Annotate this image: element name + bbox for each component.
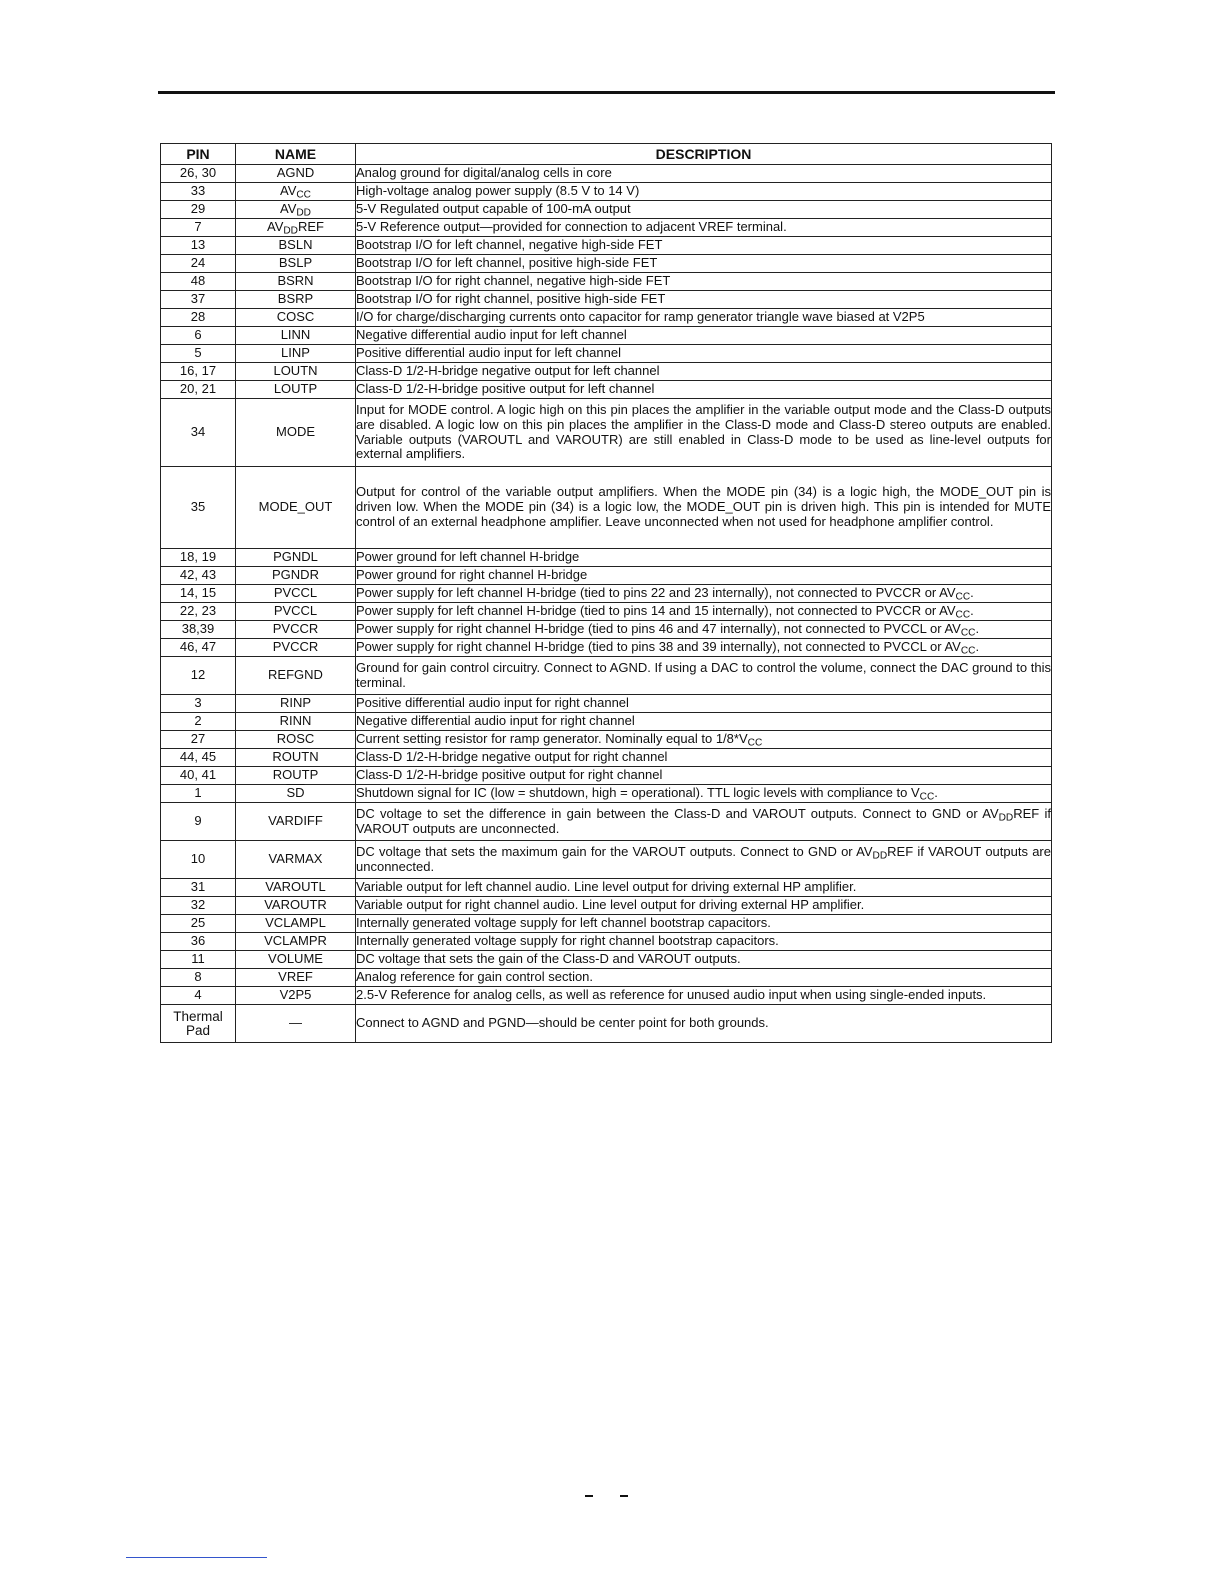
pin-number: 13: [161, 237, 236, 255]
table-row: [161, 969, 1052, 987]
table-row: [161, 327, 1052, 345]
pin-description: Analog ground for digital/analog cells in core: [356, 165, 1052, 183]
pin-name: ROSC: [236, 731, 356, 749]
pin-number: 2: [161, 713, 236, 731]
pin-name: RINP: [236, 695, 356, 713]
table-row: [161, 567, 1052, 585]
table-row: [161, 165, 1052, 183]
table-row: [161, 841, 1052, 879]
table-row: [161, 381, 1052, 399]
pin-description-main: DC voltage to set the difference in gain between the Class-D and VAROUT outputs. Connect to GND or AV: [356, 805, 999, 821]
pin-name: [236, 219, 356, 237]
pin-description-tail: .: [970, 603, 974, 619]
pin-name-tail: REF: [298, 219, 324, 235]
pin-description: Internally generated voltage supply for left channel bootstrap capacitors.: [356, 915, 1052, 933]
pin-number: Thermal Pad: [161, 1005, 236, 1043]
table-row: [161, 237, 1052, 255]
pin-description-subscript: CC: [919, 791, 935, 803]
table-row: [161, 879, 1052, 897]
pin-description: Variable output for left channel audio. Line level output for driving external HP amplifier.: [356, 879, 1052, 897]
pin-name: MODE_OUT: [236, 467, 356, 549]
pin-name-subscript: DD: [296, 207, 311, 219]
pin-description-main: Power supply for right channel H-bridge (tied to pins 38 and 39 internally), not connected to PVCCL or AV: [356, 639, 961, 655]
pin-description: Class-D 1/2-H-bridge positive output for left channel: [356, 381, 1052, 399]
pin-number: 3: [161, 695, 236, 713]
pin-description-main: Shutdown signal for IC (low = shutdown, high = operational). TTL logic levels with compliance to V: [356, 785, 920, 801]
pin-name: PVCCL: [236, 603, 356, 621]
table-row: [161, 713, 1052, 731]
pin-number: 9: [161, 803, 236, 841]
pin-number: 8: [161, 969, 236, 987]
table-row: [161, 345, 1052, 363]
table-row: [161, 639, 1052, 657]
pin-name: PGNDR: [236, 567, 356, 585]
pin-number: 25: [161, 915, 236, 933]
pin-name: BSLP: [236, 255, 356, 273]
pin-name: LINN: [236, 327, 356, 345]
pin-functions-table: [160, 143, 1052, 1043]
pin-description: Class-D 1/2-H-bridge negative output for left channel: [356, 363, 1052, 381]
pin-number: 28: [161, 309, 236, 327]
pin-description: [356, 803, 1052, 841]
name-column-header: NAME: [236, 144, 356, 165]
table-row: [161, 255, 1052, 273]
pin-number: 46, 47: [161, 639, 236, 657]
table-row: [161, 767, 1052, 785]
table-row: [161, 183, 1052, 201]
pin-number: 1: [161, 785, 236, 803]
pin-description-tail: .: [975, 621, 980, 637]
pin-description: [356, 785, 1052, 803]
table-row: [161, 695, 1052, 713]
table-row: [161, 291, 1052, 309]
table-row: [161, 549, 1052, 567]
pin-description: Bootstrap I/O for right channel, positive high-side FET: [356, 291, 1052, 309]
pin-number: 37: [161, 291, 236, 309]
table-row: [161, 603, 1052, 621]
pin-description-subscript: CC: [955, 591, 971, 603]
pin-description: Connect to AGND and PGND—should be center point for both grounds.: [356, 1005, 1052, 1043]
pin-name: [236, 201, 356, 219]
pin-number: 27: [161, 731, 236, 749]
pin-number: 32: [161, 897, 236, 915]
pin-name: —: [236, 1005, 356, 1043]
pin-description-main: Current setting resistor for ramp generator. Nominally equal to 1/8*V: [356, 731, 748, 747]
table-row: [161, 585, 1052, 603]
pin-name-main: AV: [279, 201, 297, 217]
pin-description: Internally generated voltage supply for right channel bootstrap capacitors.: [356, 933, 1052, 951]
pin-number: 40, 41: [161, 767, 236, 785]
pin-number: 38,39: [161, 621, 236, 639]
pin-name: ROUTP: [236, 767, 356, 785]
pin-description: 5-V Regulated output capable of 100-mA output: [356, 201, 1052, 219]
pin-name: LOUTN: [236, 363, 356, 381]
pin-number: 18, 19: [161, 549, 236, 567]
table-row: [161, 915, 1052, 933]
table-row: [161, 951, 1052, 969]
pin-name-subscript: CC: [296, 189, 311, 201]
pin-name: VAROUTL: [236, 879, 356, 897]
table-row: [161, 897, 1052, 915]
pin-number: 26, 30: [161, 165, 236, 183]
pin-description-main: Power supply for left channel H-bridge (tied to pins 22 and 23 internally), not connected to PVCCR or AV: [356, 585, 956, 601]
pin-description: [356, 731, 1052, 749]
pin-name: VREF: [236, 969, 356, 987]
pin-number: 14, 15: [161, 585, 236, 603]
pin-description: Positive differential audio input for left channel: [356, 345, 1052, 363]
pin-number: 12: [161, 657, 236, 695]
pin-name: RINN: [236, 713, 356, 731]
pin-number: 34: [161, 399, 236, 467]
pin-description-tail: .: [934, 785, 938, 801]
pin-description: Negative differential audio input for right channel: [356, 713, 1052, 731]
pin-number: 5: [161, 345, 236, 363]
pin-number: 7: [161, 219, 236, 237]
pin-number: 10: [161, 841, 236, 879]
pin-description-tail: REF if VAROUT outputs are unconnected.: [356, 843, 1051, 874]
pin-name: LINP: [236, 345, 356, 363]
pin-description-subscript: DD: [998, 812, 1014, 824]
pin-name: LOUTP: [236, 381, 356, 399]
pin-description: Negative differential audio input for left channel: [356, 327, 1052, 345]
pin-description-tail: .: [970, 585, 974, 601]
pin-description: 2.5-V Reference for analog cells, as well as reference for unused audio input when using single-ended inputs.: [356, 987, 1052, 1005]
pin-number: 48: [161, 273, 236, 291]
pin-name: VCLAMPL: [236, 915, 356, 933]
table-row: [161, 933, 1052, 951]
pin-name: VARDIFF: [236, 803, 356, 841]
pin-name: V2P5: [236, 987, 356, 1005]
pin-name: COSC: [236, 309, 356, 327]
pin-description: I/O for charge/discharging currents onto capacitor for ramp generator triangle wave biased at V2P5: [356, 309, 1052, 327]
table-row: [161, 657, 1052, 695]
pin-name: $\overline{SD}$: [236, 785, 356, 803]
pin-number: 16, 17: [161, 363, 236, 381]
page-number-mark: [585, 1495, 593, 1497]
pin-description: Class-D 1/2-H-bridge positive output for right channel: [356, 767, 1052, 785]
pin-number: 33: [161, 183, 236, 201]
pin-description: Power ground for right channel H-bridge: [356, 567, 1052, 585]
pin-description: Output for control of the variable output amplifiers. When the MODE pin (34) is a logic high, the MODE_OUT pin is driven low. When the MODE pin (34) is a logic low, the MODE_OUT pin is driven high. This pin is intended for MUTE control of an external headphone amplifier. Leave unconnected when not used for headphone amplifier control.: [356, 467, 1052, 549]
pin-description: Class-D 1/2-H-bridge negative output for right channel: [356, 749, 1052, 767]
pin-description: [356, 621, 1052, 639]
pin-description-subscript: DD: [872, 850, 888, 862]
pin-description: DC voltage that sets the gain of the Class-D and VAROUT outputs.: [356, 951, 1052, 969]
pin-name: PGNDL: [236, 549, 356, 567]
pin-number: 4: [161, 987, 236, 1005]
pin-number: 44, 45: [161, 749, 236, 767]
pin-name: BSLN: [236, 237, 356, 255]
pin-description: [356, 603, 1052, 621]
pin-name: VAROUTR: [236, 897, 356, 915]
pin-name: VCLAMPR: [236, 933, 356, 951]
pin-name: PVCCR: [236, 639, 356, 657]
pin-name-main: AV: [279, 183, 297, 199]
pin-description-main: Power supply for right channel H-bridge (tied to pins 46 and 47 internally), not connected to PVCCL or AV: [356, 621, 961, 637]
table-row: [161, 803, 1052, 841]
pin-number: 22, 23: [161, 603, 236, 621]
table-row: [161, 219, 1052, 237]
pin-description: Variable output for right channel audio. Line level output for driving external HP amplifier.: [356, 897, 1052, 915]
pin-name-subscript: DD: [283, 225, 298, 237]
pin-description: Power ground for left channel H-bridge: [356, 549, 1052, 567]
pin-description-subscript: CC: [747, 737, 763, 749]
pin-number: 24: [161, 255, 236, 273]
table-row: [161, 987, 1052, 1005]
pin-name: PVCCL: [236, 585, 356, 603]
table-row: [161, 621, 1052, 639]
table-row: [161, 201, 1052, 219]
pin-number: 11: [161, 951, 236, 969]
pin-name: VARMAX: [236, 841, 356, 879]
pin-description: Input for MODE control. A logic high on this pin places the amplifier in the variable output mode and the Class-D outputs are disabled. A logic low on this pin places the amplifier in the Class-D mode and Class-D stereo outputs are enabled. Variable outputs (VAROUTL and VAROUTR) are still enabled in Class-D mode to be used as line-level outputs for external amplifiers.: [356, 399, 1052, 467]
pin-description: 5-V Reference output—provided for connection to adjacent VREF terminal.: [356, 219, 1052, 237]
footer-link-underline[interactable]: [126, 1557, 267, 1558]
pin-number: 36: [161, 933, 236, 951]
table-header-row: [161, 144, 1052, 165]
pin-number: 35: [161, 467, 236, 549]
pin-description: [356, 585, 1052, 603]
pin-description: [356, 841, 1052, 879]
table-row: [161, 467, 1052, 549]
pin-description: High-voltage analog power supply (8.5 V to 14 V): [356, 183, 1052, 201]
pin-description: Analog reference for gain control section.: [356, 969, 1052, 987]
pin-name-main: AV: [266, 219, 284, 235]
pin-name: AGND: [236, 165, 356, 183]
pin-column-header: PIN: [161, 144, 236, 165]
pin-description: Positive differential audio input for right channel: [356, 695, 1052, 713]
pin-name: BSRP: [236, 291, 356, 309]
pin-description-subscript: CC: [960, 645, 976, 657]
pin-description-tail: REF if VAROUT outputs are unconnected.: [356, 805, 1051, 836]
table-row: [161, 399, 1052, 467]
table-row: [161, 273, 1052, 291]
table-row: [161, 309, 1052, 327]
pin-name: [236, 183, 356, 201]
pin-description-subscript: CC: [960, 627, 976, 639]
pin-name: PVCCR: [236, 621, 356, 639]
header-rule: [158, 91, 1055, 94]
pin-number: 42, 43: [161, 567, 236, 585]
pin-description: Ground for gain control circuitry. Connect to AGND. If using a DAC to control the volume, connect the DAC ground to this terminal.: [356, 657, 1052, 695]
pin-description-main: Power supply for left channel H-bridge (tied to pins 14 and 15 internally), not connected to PVCCR or AV: [356, 603, 956, 619]
table-row: [161, 363, 1052, 381]
pin-description-subscript: CC: [955, 609, 971, 621]
pin-description: Bootstrap I/O for left channel, positive high-side FET: [356, 255, 1052, 273]
table-row: [161, 731, 1052, 749]
pin-name: REFGND: [236, 657, 356, 695]
pin-number: 6: [161, 327, 236, 345]
pin-number: 29: [161, 201, 236, 219]
pin-description: Bootstrap I/O for left channel, negative high-side FET: [356, 237, 1052, 255]
pin-description-main: DC voltage that sets the maximum gain for the VAROUT outputs. Connect to GND or AV: [356, 843, 873, 859]
pin-name: ROUTN: [236, 749, 356, 767]
table-row: [161, 785, 1052, 803]
pin-number: 20, 21: [161, 381, 236, 399]
pin-name: VOLUME: [236, 951, 356, 969]
pin-name: BSRN: [236, 273, 356, 291]
pin-name: MODE: [236, 399, 356, 467]
pin-description-tail: .: [975, 639, 980, 655]
description-column-header: DESCRIPTION: [356, 144, 1052, 165]
page-number-mark: [620, 1495, 628, 1497]
pin-description: [356, 639, 1052, 657]
table-row: [161, 749, 1052, 767]
pin-number: 31: [161, 879, 236, 897]
table-row: [161, 1005, 1052, 1043]
pin-description: Bootstrap I/O for right channel, negative high-side FET: [356, 273, 1052, 291]
